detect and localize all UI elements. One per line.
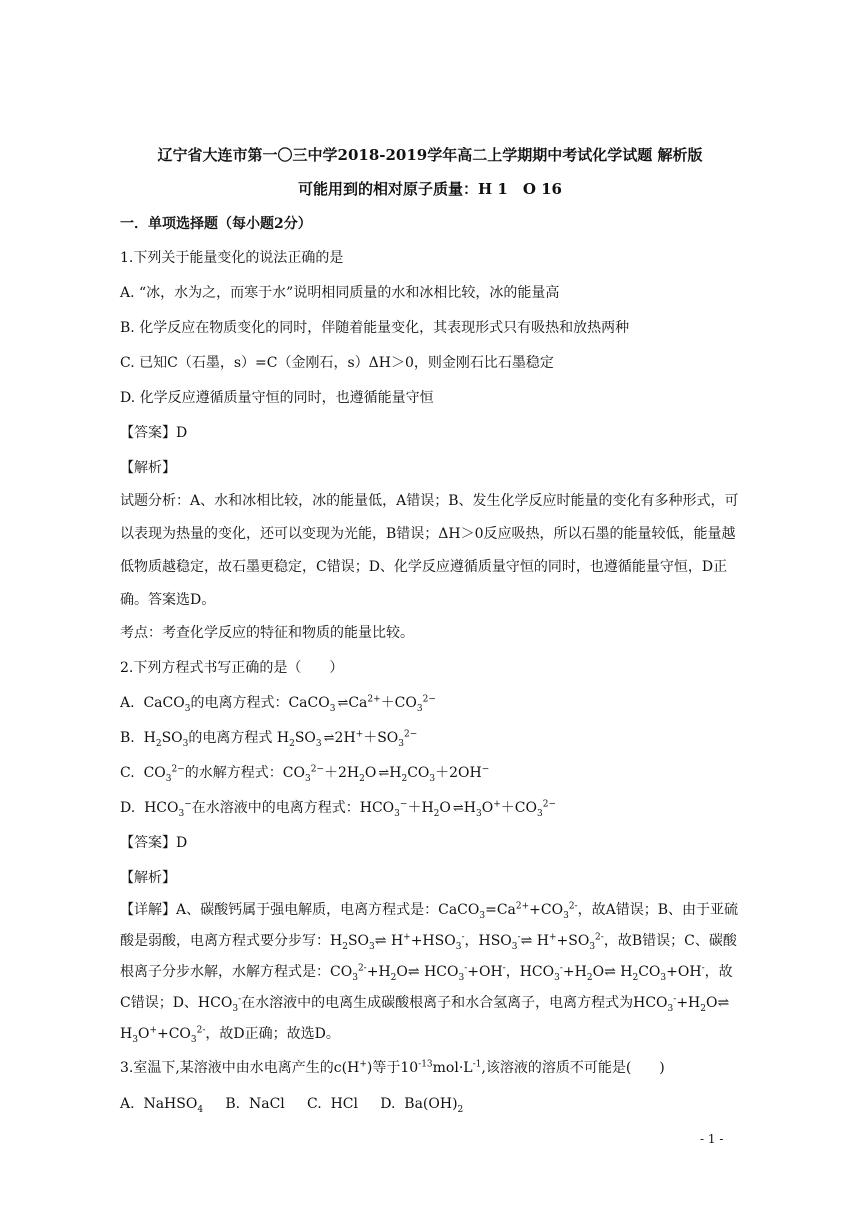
q3-stem: 3.室温下,某溶液中由水电离产生的c(H+)等于$10^{-13}mol\cdot L^{-1}$,该溶液的溶质不可能是( ) <box>120 1059 665 1076</box>
q3-options: A. NaHSO$_4$ B. NaCl C. HCl D. $Ba(OH)_2$ <box>120 1096 464 1115</box>
q2-analysis: 【详解】A、碳酸钙属于强电解质，电离方程式是：$CaCO_3=Ca^{2+}+CO_3^{2-}$，故A错误；B、由于亚硫酸是弱酸，电离方程式要分步写：$H_2SO_3\rightleftharpoons$ $H^++HSO_3^-$，$HSO_3^-\rightleftharpoons$ $H^++SO_3^{2-}$，故B错误；C、碳酸根离子分步水解，水解方程式是：$CO_3^{2-}+H_2O\rightleftharpoons$ $HCO_3^-+OH^-$，$HCO_3^-+H_2O\rightleftharpoons$ $H_2CO_3+OH^-$，故C错误；D、$HCO_3^-$在水溶液中的电离生成碳酸根离子和水合氢离子，电离方程式为$HCO_3^-+H_2O\rightleftharpoons$ $H_3O^++CO_3^{2-}$，故D正确；故选D。 <box>120 901 739 1045</box>
q1-analysis: 试题分析：A、水和冰相比较，冰的能量低，A错误；B、发生化学反应时能量的变化有多种形式，可以表现为热量的变化，还可以变现为光能，B错误；ΔH＞0反应吸热，所以石墨的能量较低，能量越低物质越稳定，故石墨更稳定，C错误；D、化学反应遵循质量守恒的同时，也遵循能量守恒，D正确。答案选D。 <box>120 493 739 608</box>
q1-option-d: D. 化学反应遵循质量守恒的同时，也遵循能量守恒 <box>120 390 434 406</box>
equilibrium-arrow-icon: ⇌ <box>452 801 462 816</box>
q1-option-b: B. 化学反应在物质变化的同时，伴随着能量变化，其表现形式只有吸热和放热两种 <box>120 320 630 336</box>
q1-option-c: C. 已知C（石墨，s）=C（金刚石，s）ΔH＞0，则金刚石比石墨稳定 <box>120 355 554 371</box>
q2-analysis-label: 【解析】 <box>120 870 176 886</box>
q2-option-d: D. $HCO_3^-$在水溶液中的电离方程式：$HCO_3^-+H_2O$ ⇌ $H_3O^++CO_3^{2-}$ <box>120 799 556 819</box>
q2-option-a: A. CaCO$_3$的电离方程式：CaCO$_3$ ⇌ $Ca^{2+}+CO_3^{2-}$ <box>120 694 436 714</box>
q1-point: 考点：考查化学反应的特征和物质的能量比较。 <box>120 625 414 641</box>
q1-answer: 【答案】D <box>120 425 188 441</box>
q1-option-a: A. “冰，水为之，而寒于水”说明相同质量的水和冰相比较，冰的能量高 <box>120 285 560 301</box>
section-heading: 一．单项选择题（每小题2分） <box>120 216 312 232</box>
q1-analysis-label: 【解析】 <box>120 460 176 476</box>
equilibrium-arrow-icon: ⇌ <box>378 766 388 781</box>
q1-stem: 1.下列关于能量变化的说法正确的是 <box>120 250 344 266</box>
document-title: 辽宁省大连市第一〇三中学2018-2019学年高二上学期期中考试化学试题 解析版 <box>157 146 703 164</box>
equilibrium-arrow-icon: ⇌ <box>323 731 333 746</box>
q2-option-c: C. $CO_3^{2-}$的水解方程式：$CO_3^{2-}+2H_2O$ ⇌ $H_2CO_3+2OH^-$ <box>120 764 490 784</box>
q2-answer: 【答案】D <box>120 835 188 851</box>
q2-option-b: B. $H_2SO_3$的电离方程式 $H_2SO_3$ ⇌ $2H^++SO_3^{2-}$ <box>120 729 418 749</box>
q2-stem: 2.下列方程式书写正确的是（ ） <box>120 660 344 676</box>
page-number: - 1 - <box>700 1132 724 1146</box>
atomic-mass-note: 可能用到的相对原子质量：H 1 O 16 <box>298 180 562 198</box>
equilibrium-arrow-icon: ⇌ <box>337 696 347 711</box>
